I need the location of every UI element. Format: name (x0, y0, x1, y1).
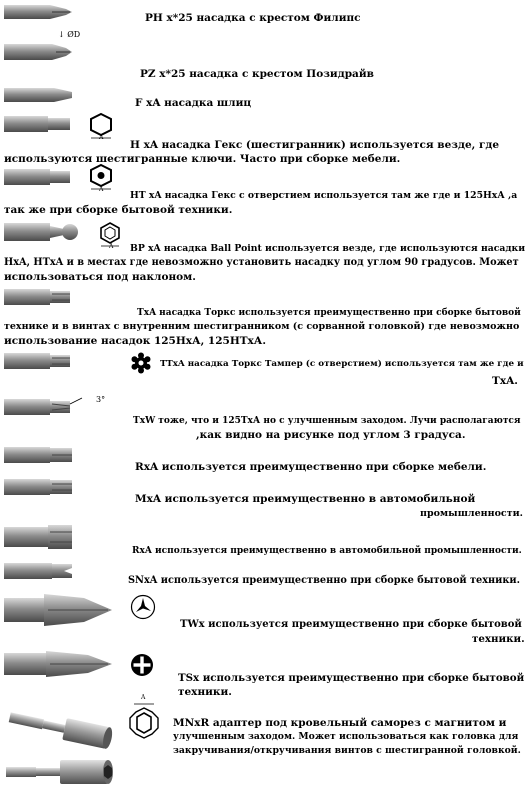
ts-bit-image (4, 647, 114, 681)
f-bit-image (4, 86, 72, 104)
torq-set-icon (130, 653, 154, 677)
item-line: PH x*25 насадка с крестом Филипс (145, 12, 361, 24)
item-line: PZ x*25 насадка с крестом Позидрайв (140, 68, 374, 80)
diameter-annotation: ↓ ØD (58, 30, 81, 39)
item-line: ,как видно на рисунке под углом 3 градуса. (196, 429, 466, 441)
r-bit-image (4, 444, 74, 466)
item-line: HxA, HTxA и в местах где невозможно установить насадку под углом 90 градусов. Может (4, 257, 519, 268)
tw-bit-image (4, 590, 114, 630)
ht-bit-image (4, 166, 70, 188)
item-line: H xA насадка Гекс (шестигранник) используется везде, где (130, 139, 500, 151)
item-line: HT xA насадка Гекс с отверстием используется там же где и 125НхА ,а (130, 190, 518, 201)
item-line: так же при сборке бытовой техники. (4, 204, 233, 216)
item-line: TWx используется преимущественно при сборке бытовой (180, 619, 522, 630)
item-line: MxA используется преимущественно в автомобильной (135, 493, 476, 505)
item-line: RxA используется преимущественно при сборке мебели. (135, 461, 487, 473)
tri-wing-icon (130, 594, 156, 620)
item-line: техники. (178, 686, 232, 698)
bp-bit-image (4, 220, 84, 244)
tt-bit-image (4, 350, 72, 372)
symbol-label: A (141, 694, 146, 701)
item-line: TSx используется преимущественно при сборке бытовой (178, 672, 525, 684)
hex-socket-icon (124, 700, 164, 744)
item-line: закручивания/откручивания винтов с шестигранной головкой. (173, 745, 521, 756)
item-line: технике и в винтах с внутренним шестигранником (с сорванной головкой) где невозможно (4, 321, 520, 332)
ph-bit-image (4, 3, 72, 21)
item-line: улучшенным заходом. Может использоваться как головка для (173, 731, 519, 742)
symbol-label: A (109, 243, 114, 250)
torx-tamper-icon (130, 352, 152, 374)
item-line: TTxA насадка Торкс Тампер (с отверстием) используется там же где и (160, 359, 524, 369)
item-line: RxA используется преимущественно в автомобильной промышленности. (132, 546, 522, 556)
nut-setter-image (4, 705, 116, 797)
item-line: MNxR адаптер под кровельный саморез с магнитом и (173, 717, 507, 729)
item-line: промышленности. (420, 508, 523, 519)
item-line: используются шестигранные ключи. Часто при сборке мебели. (4, 153, 401, 165)
item-line: SNxA используется преимущественно при сборке бытовой техники. (128, 575, 521, 586)
item-line: TxW тоже, что и 125ТхА но с улучшенным заходом. Лучи располагаются (133, 416, 521, 426)
sn-bit-image (4, 560, 74, 582)
item-line: BP xA насадка Ball Point используется везде, где используются насадки (130, 243, 526, 254)
item-line: TxA. (492, 375, 518, 387)
symbol-label: A (99, 186, 104, 193)
item-line: использование насадок 125НхА, 125НТхА. (4, 335, 267, 347)
pz-bit-image (4, 42, 72, 62)
r-auto-bit-image (4, 523, 74, 551)
item-line: использоваться под наклоном. (4, 271, 196, 283)
angle-annotation: 3° (96, 395, 106, 404)
txw-bit-image (4, 396, 84, 418)
item-line: TxA насадка Торкс используется преимущественно при сборке бытовой (137, 308, 521, 318)
symbol-label: A (99, 134, 104, 141)
m-bit-image (4, 476, 74, 498)
h-bit-image (4, 114, 70, 134)
t-bit-image (4, 286, 72, 308)
item-line: F xA насадка шлиц (135, 97, 252, 109)
item-line: техники. (472, 633, 525, 645)
